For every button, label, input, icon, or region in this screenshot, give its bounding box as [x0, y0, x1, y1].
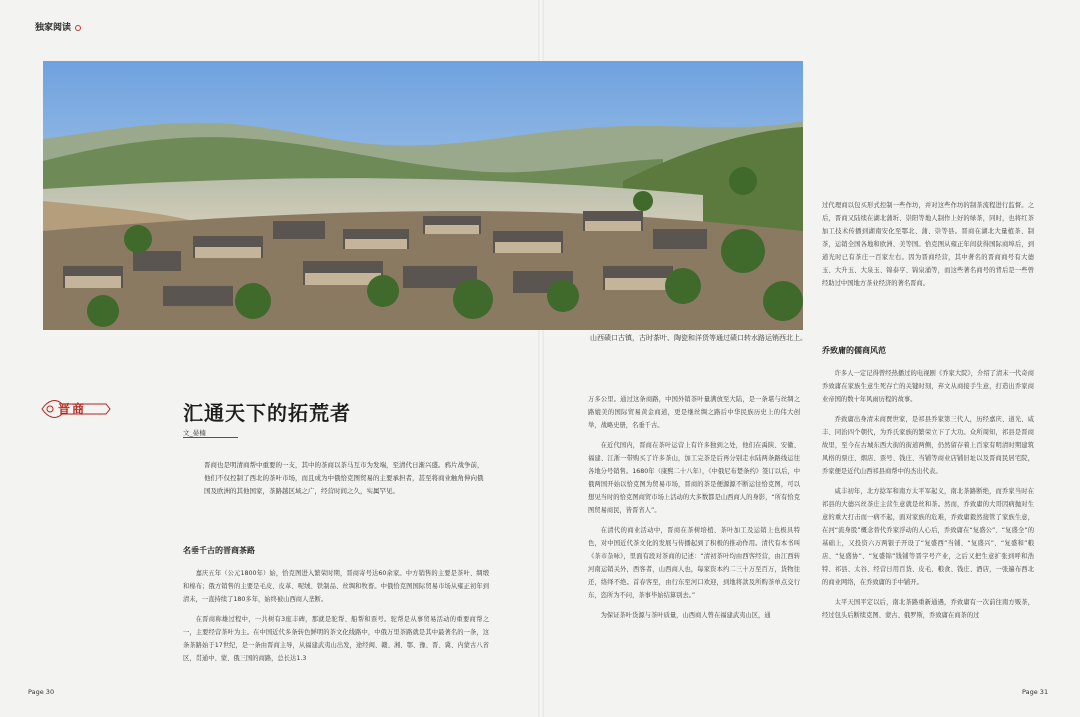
- page-number-right: Page 31: [1022, 688, 1049, 696]
- subhead-tea-road: 名垂千古的晋商茶路: [183, 546, 255, 555]
- page-number-left: Page 30: [28, 688, 55, 696]
- paragraph: 过代理商以包买形式控制一些作坊，并对这些作坊的制茶流程进行监督。之后，晋商又陆续在湖北蒲圻、崇阳等地人制作上好的绿茶，同时，也将红茶加工技术传播到湖南安化至鄂北、蒲、崇等县。晋商在湖北大量植茶、制茶，运销全国各地和欧洲、美等国。恰克图从雍正年间获得国际商埠后，到道光时已有茶庄一百家左右。因为晋商经营，其中著名的晋商商号有大德玉、大升玉、大泉玉、锦泰亨、锦泉涌等，而这些著名商号的背后是一些曾经助过中国地方茶业经济的著名晋商。: [822, 202, 1034, 287]
- section-label: 独家阅读: [35, 23, 72, 33]
- photo-caption: 山西碛口古镇，古时茶叶、陶瓷和洋货等通过碛口转水路运销西北上。: [590, 334, 807, 342]
- column-3-top: [822, 199, 1034, 297]
- seal-label: 晋商: [58, 402, 87, 416]
- subhead-qiao-zhiyong: 乔致庸的儒商风范: [822, 346, 886, 355]
- paragraph: 乔致庸出身清末商贾世家，是祁县乔家第三代人，历经嘉庆、道光、咸丰、同治四个朝代，为乔氏家族的繁荣立下了大功。众所周知，祁县是晋商故里，至今在古城东西大街的街道两侧，仍然留存着上百家有明清时期建筑风格的票庄、烟店、票号、钱庄、当铺等商业店铺旧址以及晋商民居宅院，乔家便是近代山西祁县商帮中的杰出代表。: [822, 416, 1034, 475]
- paragraph: 许多人一定记得曾经热播过的电视剧《乔家大院》，介绍了清末一代奇商乔致庸在家族生意生死存亡的关键时刻，弃文从商接手生意，打造出乔家商业帝国的数十年风雨历程的故事。: [822, 370, 1034, 403]
- village-landscape-image: [43, 61, 803, 330]
- paragraph: 嘉庆五年（公元1800年）始，恰克图进入繁荣时期，晋商寄号达60余家。中方销售的主要是茶叶、绸缎和棉布；俄方销售的主要是毛皮、皮革、呢绒、铁制品、丝绸和牧畜。中俄恰克图国际贸易市场从雍正初年到清末，一直持续了180多年，始终被山西商人垄断。: [183, 570, 489, 603]
- circle-icon: [75, 25, 81, 31]
- article-author: 文_晏楠: [183, 429, 206, 437]
- paragraph: 在晋商称雄过程中，一共树有3座丰碑，那就是驼帮、船帮和票号。驼帮是从事贸易活动的重要商帮之一，主要经营茶叶为主。在中国近代多条转色鲜明的茶文化线路中，中俄万里茶路就是其中最著名的一条，这条茶路始于17世纪，是一条由晋商主导，从福建武夷山出发，途经闽、赣、湘、鄂、豫、晋、冀、内蒙古八省区，贯通中、蒙、俄三国的商路，总长达1.3: [183, 616, 489, 662]
- column-3-bottom: [822, 367, 1034, 629]
- paragraph: 万多公里。通过这条商路，中国外销茶叶量满放至大陆，是一条堪与丝绸之路媲美的国际贸易黄金商道，更是继丝绸之路后中华民族历史上的伟大创举，战略史册，名垂千古。: [588, 396, 800, 429]
- author-rule: [183, 437, 238, 438]
- paragraph: 为保证茶叶货源与茶叶质量，山西商人曾在福建武夷山区，通: [600, 612, 771, 619]
- paragraph: 太平天国平定以后，南北茶路重新通遇，乔致庸有一次前往南方贩茶，经过包头后断续克图、蒙古、俄罗斯，乔致庸在商茶的过: [822, 599, 1034, 619]
- section-header: [35, 20, 81, 33]
- column-1: [183, 567, 489, 672]
- paragraph: 在清代的商业活动中，晋商在茶树培植、茶叶加工及运销上也极具特色，对中国近代茶文化的发展与传播起到了积极的推动作用。清代有本书叫《茶市杂咏》，里面有段对茶商的记述：“清初茶叶均由西客经营，由江西转河南运销关外，西客者，山西商人也，每家资本约二三十万至百万，货物往还，络绎不绝。首春客至，由行东至河口欢迎，到地将款及所购茶单点交行东，恣所为不问，茶事毕始结算别去。”: [588, 527, 800, 599]
- paragraph: 在近代国内，晋商在茶叶运营上有许多独到之处，他们在禹陕、安徽、福建、江浙一带购买了许多茶山，加工完茶是后再分别走水陆两条路线运往各地分号销售。1680年（康熙二十八年），《中俄尼布楚条约》签订以后，中俄两国开始以恰克图为贸易市场，晋商的茶是便源源不断运往恰克图，可以想见当时的恰克图商贸市场上活动的大多数都是山西商人的身影，“所有恰克图贸易商民，皆晋省人”。: [588, 442, 800, 514]
- article-lead: 晋商也是明清商帮中重要的一支，其中的茶商以茶马互市为发端，至清代日渐兴盛。鸦片战争前，他们不仅控制了西北的茶叶市场，而且成为中俄恰克图贸易的主要承担者，甚至将商业触角伸向俄国及欧洲的其他国家，茶路越区域之广，经营时间之久，实属罕见。: [204, 461, 484, 495]
- paragraph: 咸丰初年，北方捻军和南方太平军起义，南北茶路断绝，而乔家当时在祁县的大德兴丝茶庄主营生意就是丝和茶。然而，乔致庸的大哥因病抛对生意的重大打击而一病不起，面对家族的危难，乔致庸毅然接管了家族生意，在河“流身股”概念替代乔家浮动的人心后，乔致庸在“复盛公”、“复盛全”的基础上，又投资六万两银子开设了“复盛西”当铺、“复盛兴”、“复盛和”粮店、“复盛协”、“复盛锦”钱铺等晋字号产业，之后又把生意扩张到呼和浩特、祁县、太谷、经营日用百货、皮毛、粮食、钱庄、酒店，一张遍布西北的商业网络，在乔致庸的手中铺开。: [822, 488, 1034, 586]
- column-2: [588, 393, 800, 629]
- article-title: 汇通天下的拓荒者: [183, 401, 351, 425]
- hero-photo: [43, 61, 803, 330]
